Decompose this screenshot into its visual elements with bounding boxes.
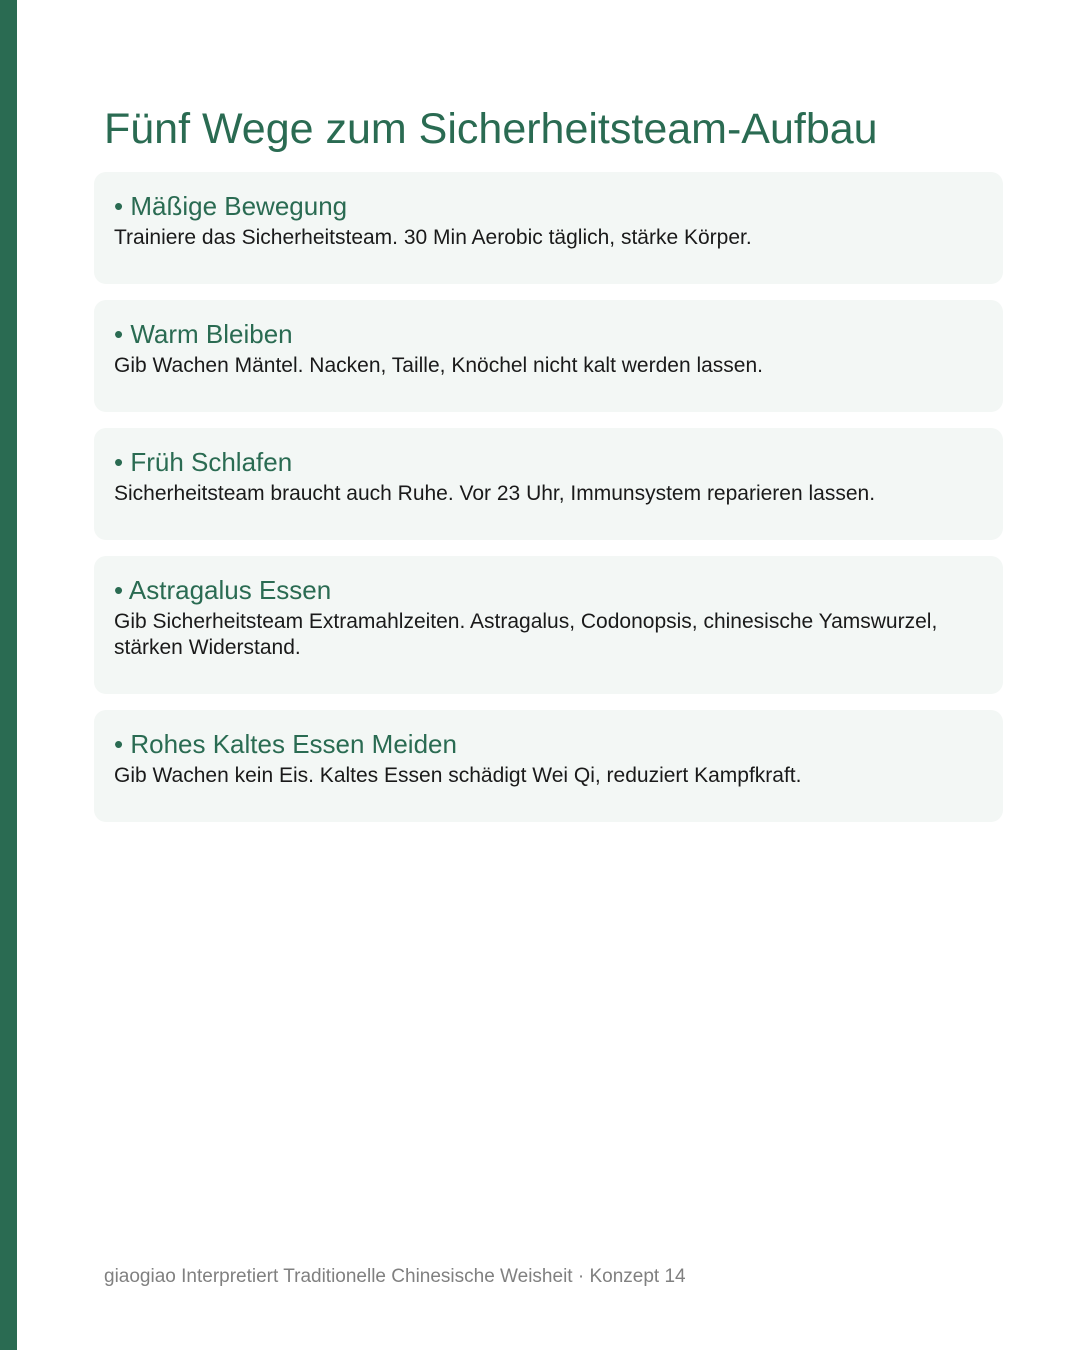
tip-card-text: Sicherheitsteam braucht auch Ruhe. Vor 23 Uhr, Immunsystem reparieren lassen.	[114, 482, 876, 505]
tip-card-text: Gib Wachen kein Eis. Kaltes Essen schädigt Wei Qi, reduziert Kampfkraft.	[114, 764, 802, 787]
tip-card-title: • Warm Bleiben	[114, 319, 293, 349]
tip-card-exercise	[94, 172, 1003, 284]
tip-card-cold-food	[94, 710, 1003, 822]
tip-card-title: • Früh Schlafen	[114, 447, 293, 477]
tip-card-title: • Rohes Kaltes Essen Meiden	[114, 729, 457, 759]
tip-card-warm	[94, 300, 1003, 412]
tip-card-astragalus	[94, 556, 1003, 694]
tip-card-text: Gib Wachen Mäntel. Nacken, Taille, Knöchel nicht kalt werden lassen.	[114, 354, 764, 377]
tip-card-sleep	[94, 428, 1003, 540]
tip-card-title: • Astragalus Essen	[114, 575, 332, 605]
accent-bar	[0, 0, 17, 1350]
page-title: Fünf Wege zum Sicherheitsteam-Aufbau	[104, 105, 878, 153]
tip-card-title: • Mäßige Bewegung	[114, 191, 348, 221]
tip-card-text: Trainiere das Sicherheitsteam. 30 Min Aerobic täglich, stärke Körper.	[114, 226, 752, 249]
footer-caption: giaogiao Interpretiert Traditionelle Chinesische Weisheit · Konzept 14	[104, 1266, 686, 1287]
tip-card-text: Gib Sicherheitsteam Extramahlzeiten. Astragalus, Codonopsis, chinesische Yamswurzel, stärken Widerstand.	[114, 610, 938, 659]
